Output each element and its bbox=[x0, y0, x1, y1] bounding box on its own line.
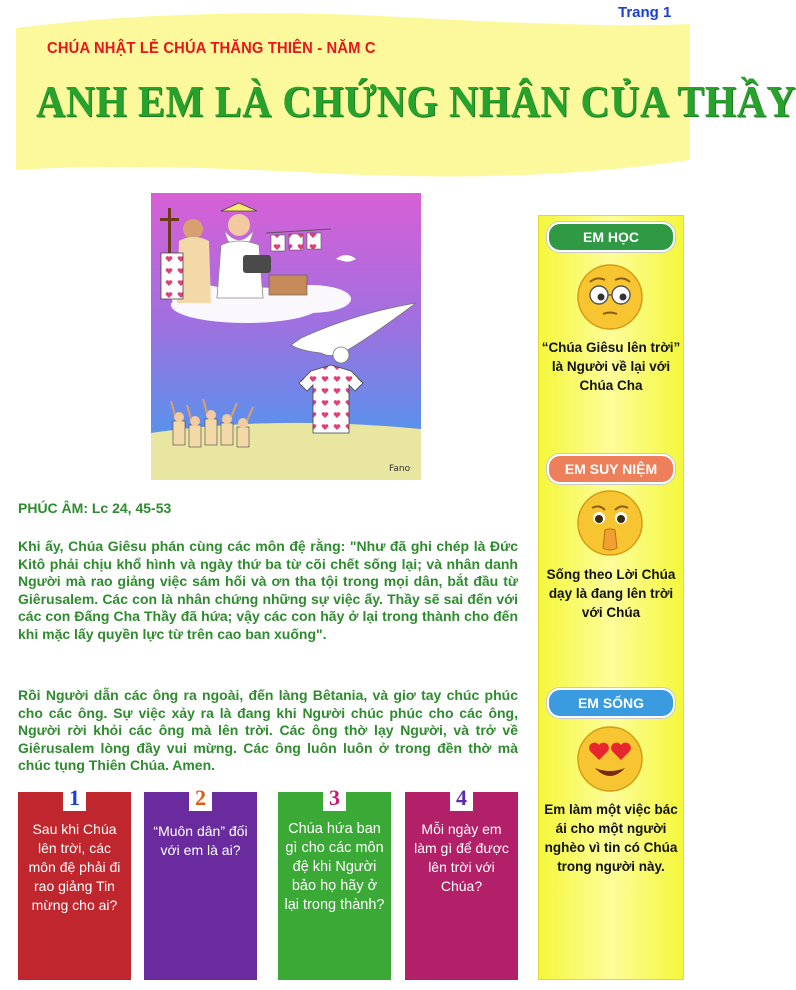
illustration-signature: Fano bbox=[389, 464, 411, 474]
page-number: Trang 1 bbox=[618, 4, 672, 21]
em-hoc-label: EM HỌC bbox=[547, 222, 675, 252]
page-subtitle: CHÚA NHẬT LỄ CHÚA THĂNG THIÊN - NĂM C bbox=[47, 40, 376, 57]
question-text: Mỗi ngày em làm gì để được lên trời với Chúa? bbox=[414, 821, 509, 894]
question-text: Chúa hứa ban gì cho các môn đệ khi Người bảo họ hãy ở lại trong thành? bbox=[284, 821, 385, 913]
sidebar bbox=[538, 215, 684, 980]
em-suy-niem-label: EM SUY NIỆM bbox=[547, 454, 675, 484]
question-card-4 bbox=[405, 785, 518, 980]
question-card-3 bbox=[278, 785, 391, 980]
question-number: 3 bbox=[278, 785, 391, 811]
question-text: “Muôn dân” đối với em là ai? bbox=[153, 823, 248, 858]
thinking-emoji-icon bbox=[575, 262, 645, 332]
gospel-reference: PHÚC ÂM: Lc 24, 45-53 bbox=[18, 500, 172, 516]
question-number: 2 bbox=[144, 785, 257, 811]
em-song-label: EM SỐNG bbox=[547, 688, 675, 718]
em-suy-niem-text: Sống theo Lời Chúa dạy là đang lên trời với Chúa bbox=[546, 567, 676, 620]
question-number: 4 bbox=[405, 785, 518, 811]
gospel-paragraph-2: Rồi Người dẫn các ông ra ngoài, đến làng Bêtania, và giơ tay chúc phúc cho các ông. Sự việc xảy ra là đang khi Người chúc phúc cho các ông, Người rời khỏi các ông mà lên trời. Các ông thờ lạy Người, và trở về Giêrusalem lòng đầy vui mừng. Các ông luôn luôn ở trong đền thờ mà chúc tụng Thiên Chúa. Amen. bbox=[18, 687, 518, 774]
em-song-text: Em làm một việc bác ái cho một người nghèo vì tin có Chúa trong người này. bbox=[544, 802, 678, 874]
heart-eyes-emoji-icon bbox=[575, 724, 645, 794]
question-card-1 bbox=[18, 785, 131, 980]
ascension-illustration bbox=[151, 193, 421, 480]
question-card-2 bbox=[144, 785, 257, 980]
em-hoc-text: “Chúa Giêsu lên trời” là Người về lại với Chúa Cha bbox=[541, 340, 681, 393]
praying-emoji-icon bbox=[575, 488, 645, 558]
page-title: ANH EM LÀ CHỨNG NHÂN CỦA THẦY bbox=[36, 77, 796, 126]
question-text: Sau khi Chúa lên trời, các môn đệ phải đi rao giảng Tin mừng cho ai? bbox=[28, 821, 121, 913]
question-number: 1 bbox=[18, 785, 131, 811]
gospel-paragraph-1: Khi ấy, Chúa Giêsu phán cùng các môn đệ rằng: "Như đã ghi chép là Đức Kitô phải chịu khổ hình và ngày thứ ba từ cõi chết sống lại; và nhân danh Người mà rao giảng việc sám hối và ơn tha tội trong mọi dân, bắt đầu từ Giêrusalem. Các con là nhân chứng những sự việc ấy. Thầy sẽ sai đến với các con Đấng Cha Thầy đã hứa; vậy các con hãy ở lại trong thành cho đến khi mặc lấy quyền lực từ trên cao ban xuống". bbox=[18, 538, 518, 642]
